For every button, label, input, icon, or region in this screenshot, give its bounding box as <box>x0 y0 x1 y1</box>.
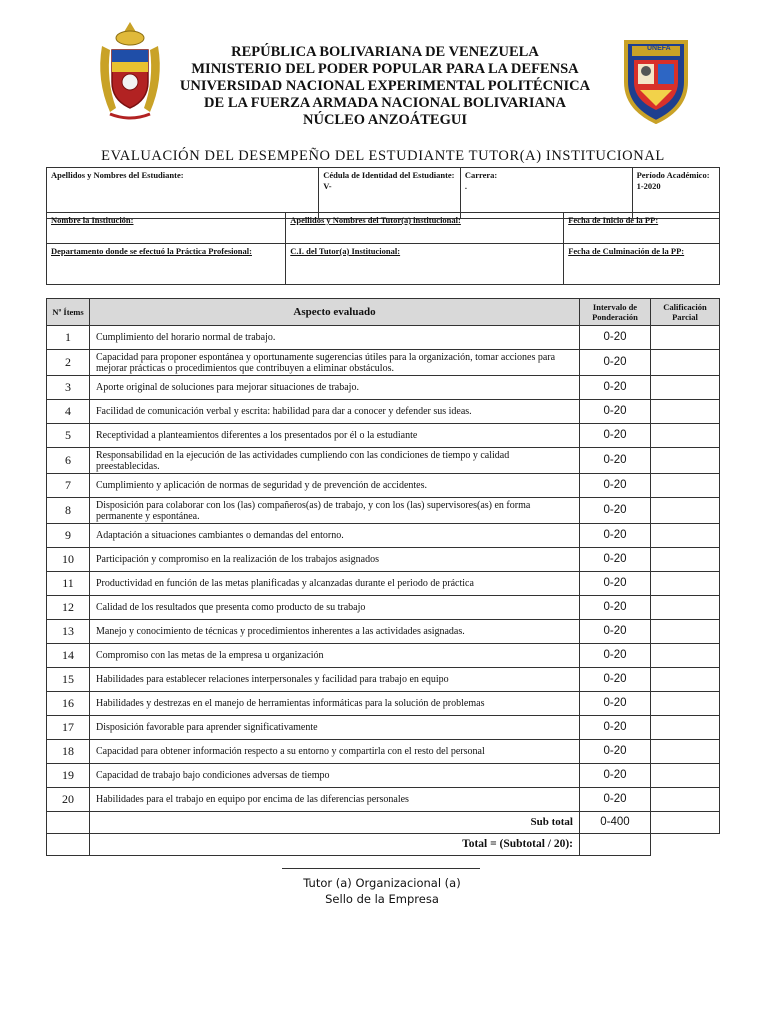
item-range: 0-20 <box>580 424 651 448</box>
signature-tutor: Tutor (a) Organizacional (a) <box>303 876 461 890</box>
end-date-field[interactable] <box>564 244 720 285</box>
item-number: 15 <box>47 668 90 692</box>
subtotal-range: 0-400 <box>580 812 651 834</box>
item-score-cell[interactable] <box>651 326 720 350</box>
document-title: EVALUACIÓN DEL DESEMPEÑO DEL ESTUDIANTE TUTOR(A) INSTITUCIONAL <box>101 148 665 164</box>
subtotal-label: Sub total <box>90 812 580 834</box>
header-line-5: NÚCLEO ANZOÁTEGUI <box>303 112 467 128</box>
department-label: Departamento donde se efectuó la Práctica Profesional: <box>51 246 252 256</box>
table-row <box>47 498 720 524</box>
item-number: 11 <box>47 572 90 596</box>
item-range: 0-20 <box>580 788 651 812</box>
table-row <box>47 572 720 596</box>
header-score: Calificación Parcial <box>651 299 720 326</box>
item-score-cell[interactable] <box>651 424 720 448</box>
unefa-shield-icon <box>618 36 694 124</box>
item-range: 0-20 <box>580 668 651 692</box>
item-aspect: Adaptación a situaciones cambiantes o demandas del entorno. <box>90 524 580 548</box>
career-label: Carrera: <box>464 170 498 180</box>
subtotal-score-cell[interactable] <box>651 812 720 834</box>
institution-info-table <box>46 212 720 285</box>
table-row <box>47 644 720 668</box>
item-number: 14 <box>47 644 90 668</box>
coat-of-arms-icon <box>96 20 164 124</box>
item-number: 4 <box>47 400 90 424</box>
header-num: Nº Ítems <box>47 299 90 326</box>
item-aspect: Manejo y conocimiento de técnicas y procedimientos inherentes a las actividades asignadas. <box>90 620 580 644</box>
table-row <box>47 548 720 572</box>
item-range: 0-20 <box>580 448 651 474</box>
career-value: . <box>464 181 467 191</box>
item-number: 9 <box>47 524 90 548</box>
period-value: 1-2020 <box>636 181 661 191</box>
item-aspect: Facilidad de comunicación verbal y escrita: habilidad para dar a conocer y defender sus ideas. <box>90 400 580 424</box>
item-score-cell[interactable] <box>651 548 720 572</box>
subtotal-blank <box>47 812 90 834</box>
tutor-name-label: Apellidos y Nombres del Tutor(a) institucional: <box>290 215 461 225</box>
header-line-4: DE LA FUERZA ARMADA NACIONAL BOLIVARIANA <box>204 95 566 111</box>
item-aspect: Capacidad para proponer espontánea y oportunamente sugerencias útiles para la organización, tomar acciones para mejorar prácticas o procedimientos que contribuyen a eliminar obstáculos. <box>90 350 580 376</box>
table-row <box>47 740 720 764</box>
item-range: 0-20 <box>580 350 651 376</box>
item-number: 5 <box>47 424 90 448</box>
item-number: 17 <box>47 716 90 740</box>
institution-name-label: Nombre la Institución: <box>51 215 134 225</box>
item-aspect: Productividad en función de las metas planificadas y alcanzadas durante el periodo de práctica <box>90 572 580 596</box>
item-number: 18 <box>47 740 90 764</box>
item-number: 10 <box>47 548 90 572</box>
item-number: 20 <box>47 788 90 812</box>
table-row <box>47 376 720 400</box>
item-range: 0-20 <box>580 524 651 548</box>
table-row <box>47 596 720 620</box>
table-row <box>47 764 720 788</box>
department-field[interactable] <box>47 244 286 285</box>
student-id-value: V- <box>323 181 332 191</box>
item-number: 19 <box>47 764 90 788</box>
item-range: 0-20 <box>580 596 651 620</box>
item-number: 16 <box>47 692 90 716</box>
item-aspect: Receptividad a planteamientos diferentes a los presentados por él o la estudiante <box>90 424 580 448</box>
header-range: Intervalo de Ponderación <box>580 299 651 326</box>
signature-stamp: Sello de la Empresa <box>325 892 439 906</box>
item-number: 12 <box>47 596 90 620</box>
start-date-field[interactable] <box>564 213 720 244</box>
tutor-name-field[interactable] <box>286 213 564 244</box>
item-number: 6 <box>47 448 90 474</box>
student-id-label: Cédula de Identidad del Estudiante: <box>323 170 455 180</box>
item-score-cell[interactable] <box>651 596 720 620</box>
table-row <box>47 668 720 692</box>
item-aspect: Responsabilidad en la ejecución de las actividades cumpliendo con las condiciones de tiempo y calidad preestablecidas. <box>90 448 580 474</box>
item-score-cell[interactable] <box>651 448 720 474</box>
item-aspect: Compromiso con las metas de la empresa u organización <box>90 644 580 668</box>
item-score-cell[interactable] <box>651 764 720 788</box>
tutor-id-label: C.I. del Tutor(a) Institucional: <box>290 246 401 256</box>
header-aspect: Aspecto evaluado <box>90 299 580 326</box>
table-row <box>47 326 720 350</box>
item-aspect: Aporte original de soluciones para mejorar situaciones de trabajo. <box>90 376 580 400</box>
item-range: 0-20 <box>580 326 651 350</box>
table-row <box>47 620 720 644</box>
table-row <box>47 400 720 424</box>
item-score-cell[interactable] <box>651 692 720 716</box>
table-row <box>47 350 720 376</box>
item-aspect: Habilidades y destrezas en el manejo de herramientas informáticas para la solución de problemas <box>90 692 580 716</box>
item-range: 0-20 <box>580 740 651 764</box>
table-row <box>47 692 720 716</box>
evaluation-table <box>46 298 720 856</box>
item-aspect: Capacidad para obtener información respecto a su entorno y compartirla con el resto del personal <box>90 740 580 764</box>
item-range: 0-20 <box>580 644 651 668</box>
total-label: Total = (Subtotal / 20): <box>90 834 580 856</box>
item-score-cell[interactable] <box>651 524 720 548</box>
student-name-field[interactable] <box>47 168 319 219</box>
table-row <box>47 524 720 548</box>
student-name-label: Apellidos y Nombres del Estudiante: <box>51 170 184 180</box>
student-id-field[interactable] <box>319 168 461 219</box>
total-score-cell[interactable] <box>580 834 651 856</box>
item-range: 0-20 <box>580 572 651 596</box>
item-score-cell[interactable] <box>651 668 720 692</box>
logo-text: UNEFA <box>647 45 671 52</box>
item-aspect: Capacidad de trabajo bajo condiciones adversas de tiempo <box>90 764 580 788</box>
item-score-cell[interactable] <box>651 376 720 400</box>
career-field[interactable] <box>460 168 632 219</box>
item-aspect: Cumplimiento y aplicación de normas de seguridad y de prevención de accidentes. <box>90 474 580 498</box>
table-row <box>47 474 720 498</box>
item-score-cell[interactable] <box>651 474 720 498</box>
item-score-cell[interactable] <box>651 400 720 424</box>
item-range: 0-20 <box>580 692 651 716</box>
signature-line <box>282 868 480 869</box>
period-field[interactable] <box>632 168 719 219</box>
item-score-cell[interactable] <box>651 644 720 668</box>
item-aspect: Habilidades para establecer relaciones interpersonales y facilidad para trabajo en equipo <box>90 668 580 692</box>
period-label: Período Académico: <box>636 170 710 180</box>
item-aspect: Calidad de los resultados que presenta como producto de su trabajo <box>90 596 580 620</box>
table-row <box>47 716 720 740</box>
item-number: 2 <box>47 350 90 376</box>
item-number: 8 <box>47 498 90 524</box>
item-range: 0-20 <box>580 400 651 424</box>
institution-header <box>170 44 600 129</box>
total-extra-cell <box>651 834 720 856</box>
item-score-cell[interactable] <box>651 620 720 644</box>
item-number: 3 <box>47 376 90 400</box>
start-date-label: Fecha de Inicio de la PP: <box>568 215 659 225</box>
tutor-id-field[interactable] <box>286 244 564 285</box>
end-date-label: Fecha de Culminación de la PP: <box>568 246 685 256</box>
item-range: 0-20 <box>580 716 651 740</box>
item-score-cell[interactable] <box>651 716 720 740</box>
table-row <box>47 448 720 474</box>
item-score-cell[interactable] <box>651 350 720 376</box>
item-range: 0-20 <box>580 764 651 788</box>
total-blank <box>47 834 90 856</box>
table-row <box>47 424 720 448</box>
item-range: 0-20 <box>580 498 651 524</box>
item-score-cell[interactable] <box>651 572 720 596</box>
item-aspect: Disposición favorable para aprender significativamente <box>90 716 580 740</box>
institution-name-field[interactable] <box>47 213 286 244</box>
item-range: 0-20 <box>580 620 651 644</box>
header-line-3: UNIVERSIDAD NACIONAL EXPERIMENTAL POLITÉCNICA <box>179 78 591 94</box>
item-aspect: Participación y compromiso en la realización de los trabajos asignados <box>90 548 580 572</box>
item-range: 0-20 <box>580 474 651 498</box>
header-line-2: MINISTERIO DEL PODER POPULAR PARA LA DEFENSA <box>191 61 579 77</box>
item-number: 13 <box>47 620 90 644</box>
item-range: 0-20 <box>580 376 651 400</box>
item-aspect: Disposición para colaborar con los (las) compañeros(as) de trabajo, y con los (las) supervisores(as) en forma permanente y espontánea. <box>90 498 580 524</box>
item-score-cell[interactable] <box>651 498 720 524</box>
item-aspect: Habilidades para el trabajo en equipo por encima de las diferencias personales <box>90 788 580 812</box>
item-number: 7 <box>47 474 90 498</box>
item-score-cell[interactable] <box>651 788 720 812</box>
item-range: 0-20 <box>580 548 651 572</box>
item-aspect: Cumplimiento del horario normal de trabajo. <box>90 326 580 350</box>
table-row <box>47 788 720 812</box>
header-line-1: REPÚBLICA BOLIVARIANA DE VENEZUELA <box>231 44 539 60</box>
item-number: 1 <box>47 326 90 350</box>
item-score-cell[interactable] <box>651 740 720 764</box>
